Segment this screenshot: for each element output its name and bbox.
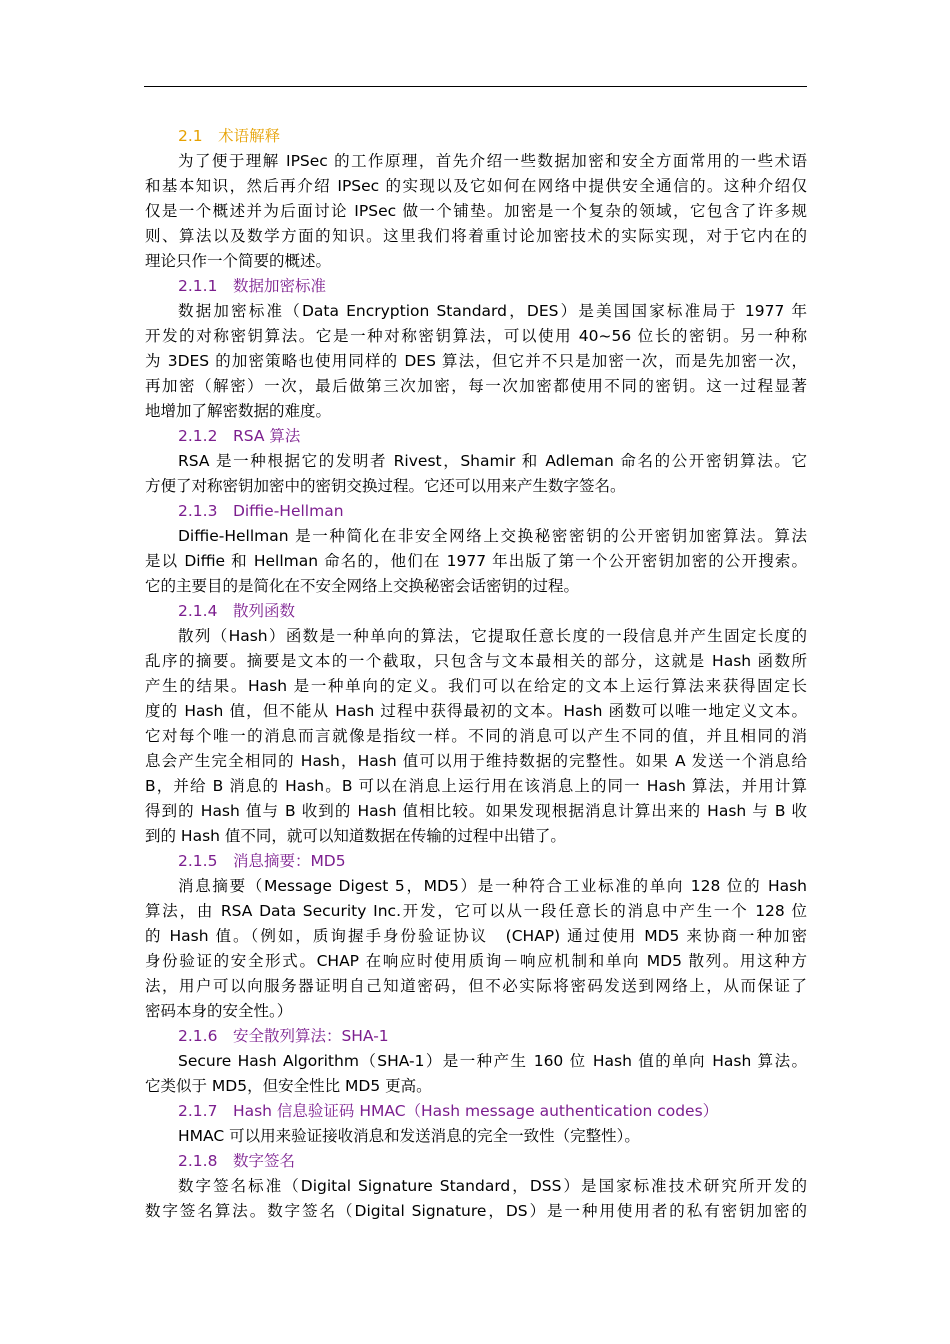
paragraph-line: RSA 是一种根据它的发明者 Rivest，Shamir 和 Adleman 命名的公开密钥算法。它 [178, 452, 807, 470]
paragraph [145, 874, 807, 1024]
paragraph-line: 为了便于理解 IPSec 的工作原理，首先介绍一些数据加密和安全方面常用的一些术语 [178, 152, 807, 170]
paragraph [145, 1124, 807, 1149]
paragraph-line: 它对每个唯一的消息而言就像是指纹一样。不同的消息可以产生不同的值，并且相同的消 [145, 727, 807, 745]
paragraph [145, 624, 807, 849]
paragraph-line: 得到的 Hash 值与 B 收到的 Hash 值相比较。如果发现根据消息计算出来的 Hash 与 B 收 [145, 802, 807, 820]
document-body [145, 124, 807, 1224]
paragraph [145, 299, 807, 424]
paragraph-line: 它的主要目的是简化在不安全网络上交换秘密会话密钥的过程。 [145, 577, 580, 595]
paragraph-line: 密码本身的安全性。） [145, 1002, 293, 1020]
paragraph-line: 算法，由 RSA Data Security Inc.开发，它可以从一段任意长的消息中产生一个 128 位 [145, 902, 807, 920]
section-heading: 2.1.3 Diffie-Hellman [178, 502, 344, 520]
paragraph [145, 449, 807, 499]
paragraph-line: HMAC 可以用来验证接收消息和发送消息的完全一致性（完整性）。 [178, 1127, 640, 1145]
paragraph-line: 息会产生完全相同的 Hash，Hash 值可以用于维持数据的完整性。如果 A 发送一个消息给 [145, 752, 807, 770]
paragraph-line: 乱序的摘要。摘要是文本的一个截取，只包含与文本最相关的部分，这就是 Hash 函数所 [145, 652, 807, 670]
paragraph-line: 理论只作一个简要的概述。 [145, 252, 332, 270]
paragraph-line: 数字签名标准（Digital Signature Standard，DSS）是国家标准技术研究所开发的 [178, 1177, 807, 1195]
section-heading: 2.1.7 Hash 信息验证码 HMAC（Hash message authentication codes） [178, 1102, 719, 1120]
paragraph-line: 它类似于 MD5，但安全性比 MD5 更高。 [145, 1077, 432, 1095]
paragraph-line: 仅是一个概述并为后面讨论 IPSec 做一个铺垫。加密是一个复杂的领域，它包含了许多规 [145, 202, 807, 220]
paragraph-line: 到的 Hash 值不同，就可以知道数据在传输的过程中出错了。 [145, 827, 566, 845]
paragraph-line: 数据加密标准（Data Encryption Standard，DES）是美国国家标准局于 1977 年 [178, 302, 807, 320]
paragraph-line: 身份验证的安全形式。CHAP 在响应时使用质询－响应机制和单向 MD5 散列。用这种方 [145, 952, 807, 970]
header-rule [144, 86, 807, 87]
paragraph-line: Diffie-Hellman 是一种简化在非安全网络上交换秘密密钥的公开密钥加密算法。算法 [178, 527, 807, 545]
paragraph [145, 1174, 807, 1224]
section-heading: 2.1.2 RSA 算法 [178, 427, 301, 445]
paragraph [145, 149, 807, 274]
paragraph [145, 524, 807, 599]
paragraph-line: Secure Hash Algorithm（SHA-1）是一种产生 160 位 Hash 值的单向 Hash 算法。 [178, 1052, 807, 1070]
paragraph-line: 是以 Diffie 和 Hellman 命名的，他们在 1977 年出版了第一个公开密钥加密的公开搜索。 [145, 552, 807, 570]
paragraph-line: 消息摘要（Message Digest 5，MD5）是一种符合工业标准的单向 128 位的 Hash [178, 877, 807, 895]
paragraph-line: 法，用户可以向服务器证明自己知道密码，但不必实际将密码发送到网络上，从而保证了 [145, 977, 807, 995]
paragraph-line: 地增加了解密数据的难度。 [145, 402, 332, 420]
paragraph-line: 为 3DES 的加密策略也使用同样的 DES 算法，但它并不只是加密一次，而是先加密一次， [145, 352, 807, 370]
paragraph-line: 则、算法以及数学方面的知识。这里我们将着重讨论加密技术的实际实现，对于它内在的 [145, 227, 807, 245]
section-heading: 2.1.4 散列函数 [178, 602, 295, 620]
paragraph-line: 再加密（解密）一次，最后做第三次加密，每一次加密都使用不同的密钥。这一过程显著 [145, 377, 807, 395]
paragraph-line: B，并给 B 消息的 Hash。B 可以在消息上运行用在该消息上的同一 Hash 算法，并用计算 [145, 777, 807, 795]
paragraph-line: 度的 Hash 值，但不能从 Hash 过程中获得最初的文本。Hash 函数可以唯一地定义文本。 [145, 702, 807, 720]
paragraph-line: 方便了对称密钥加密中的密钥交换过程。它还可以用来产生数字签名。 [145, 477, 626, 495]
section-heading: 2.1.1 数据加密标准 [178, 277, 326, 295]
section-heading: 2.1.5 消息摘要：MD5 [178, 852, 346, 870]
paragraph-line: 的 Hash 值。（例如，质询握手身份验证协议 (CHAP) 通过使用 MD5 来协商一种加密 [145, 927, 807, 945]
paragraph-line: 散列（Hash）函数是一种单向的算法，它提取任意长度的一段信息并产生固定长度的 [178, 627, 807, 645]
paragraph [145, 1049, 807, 1099]
section-heading: 2.1.8 数字签名 [178, 1152, 295, 1170]
paragraph-line: 产生的结果。Hash 是一种单向的定义。我们可以在给定的文本上运行算法来获得固定长 [145, 677, 807, 695]
paragraph-line: 和基本知识，然后再介绍 IPSec 的实现以及它如何在网络中提供安全通信的。这种介绍仅 [145, 177, 807, 195]
section-heading: 2.1.6 安全散列算法：SHA-1 [178, 1027, 389, 1045]
paragraph-line: 数字签名算法。数字签名（Digital Signature，DS）是一种用使用者的私有密钥加密的 [145, 1202, 807, 1220]
paragraph-line: 开发的对称密钥算法。它是一种对称密钥算法，可以使用 40~56 位长的密钥。另一种称 [145, 327, 807, 345]
section-heading: 2.1 术语解释 [178, 127, 281, 145]
